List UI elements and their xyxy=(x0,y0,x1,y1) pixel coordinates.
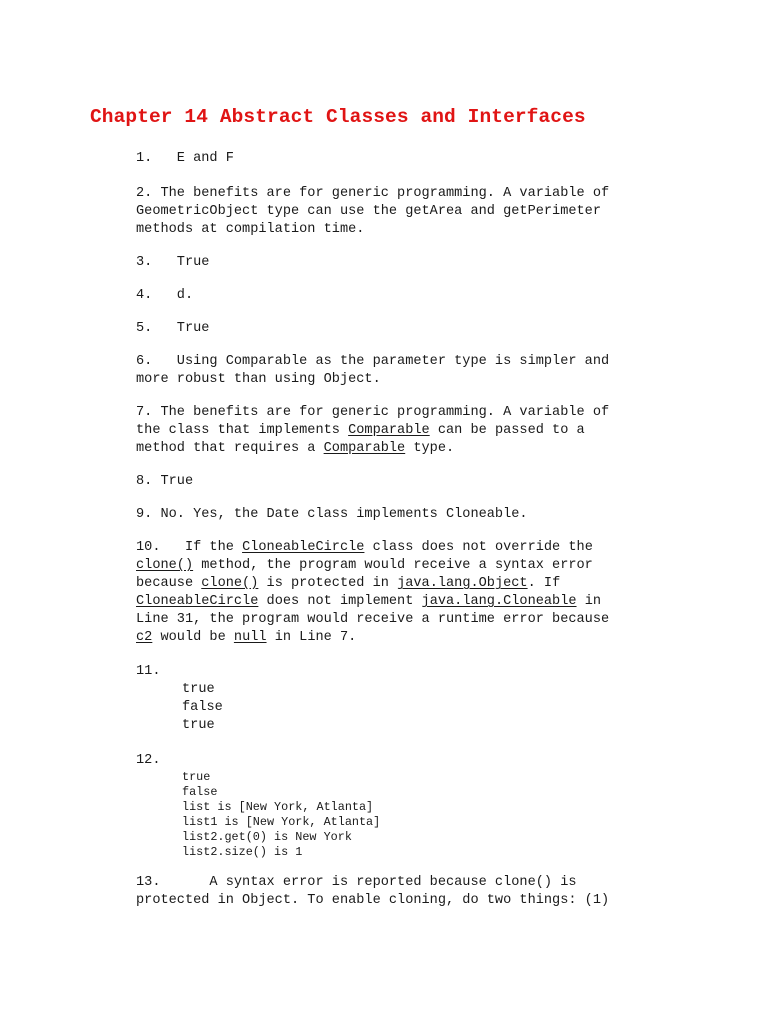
text-run: method, the program would receive a syntax error xyxy=(193,558,593,573)
text-run: does not implement xyxy=(258,594,422,609)
text-run: in xyxy=(576,594,602,609)
answer-13-line-2: protected in Object. To enable cloning, do two things: (1) xyxy=(136,893,610,908)
answer-3: 3. True xyxy=(136,255,210,270)
output-line: true xyxy=(182,770,211,784)
answer-9: 9. No. Yes, the Date class implements Cloneable. xyxy=(136,507,528,522)
answer-7-line-1: 7. The benefits are for generic programming. A variable of xyxy=(136,405,610,420)
underlined-term: clone() xyxy=(201,576,259,591)
underlined-term: null xyxy=(233,630,267,645)
answer-2-line-2: GeometricObject type can use the getArea and getPerimeter xyxy=(136,204,601,219)
answer-7-line-3 xyxy=(136,440,454,458)
underlined-term: CloneableCircle xyxy=(136,594,259,609)
answer-10-line-4 xyxy=(136,593,601,611)
answer-13-line-1: 13. A syntax error is reported because clone() is xyxy=(136,875,577,890)
text-run: is protected in xyxy=(258,576,398,591)
output-line: false xyxy=(182,700,223,715)
text-run: method that requires a xyxy=(136,441,324,456)
text-run: 10. If the xyxy=(136,540,243,555)
output-line: true xyxy=(182,718,215,733)
output-line: list1 is [New York, Atlanta] xyxy=(182,815,381,829)
output-line: list2.get(0) is New York xyxy=(182,830,352,844)
output-line: true xyxy=(182,682,215,697)
answer-7-line-2 xyxy=(136,422,585,440)
underlined-term: CloneableCircle xyxy=(242,540,365,555)
answer-10-line-5: Line 31, the program would receive a runtime error because xyxy=(136,612,610,627)
answer-6-line-1: 6. Using Comparable as the parameter type is simpler and xyxy=(136,354,610,369)
answer-8: 8. True xyxy=(136,474,194,489)
text-run: can be passed to a xyxy=(429,423,585,438)
text-run: in Line 7. xyxy=(266,630,357,645)
answer-10-line-6 xyxy=(136,629,356,647)
answer-10-line-2 xyxy=(136,557,593,575)
underlined-term: c2 xyxy=(136,630,153,645)
output-line: false xyxy=(182,785,218,799)
underlined-term: java.lang.Cloneable xyxy=(421,594,577,609)
answer-5: 5. True xyxy=(136,321,210,336)
answer-2-line-3: methods at compilation time. xyxy=(136,222,365,237)
output-line: list2.size() is 1 xyxy=(182,845,303,859)
text-run: type. xyxy=(405,441,455,456)
answer-1: 1. E and F xyxy=(136,151,234,166)
text-run: because xyxy=(136,576,202,591)
answer-4: 4. d. xyxy=(136,288,194,303)
answer-10-line-1 xyxy=(136,539,593,557)
output-line: list is [New York, Atlanta] xyxy=(182,800,374,814)
underlined-term: clone() xyxy=(136,558,194,573)
underlined-term: java.lang.Object xyxy=(397,576,528,591)
answer-2-line-1: 2. The benefits are for generic programming. A variable of xyxy=(136,186,610,201)
chapter-title: Chapter 14 Abstract Classes and Interfaces xyxy=(90,106,586,128)
underlined-term: Comparable xyxy=(348,423,430,438)
text-run: class does not override the xyxy=(364,540,593,555)
answer-10-line-3 xyxy=(136,575,560,593)
text-run: would be xyxy=(152,630,234,645)
answer-12-label: 12. xyxy=(136,753,161,768)
text-run: the class that implements xyxy=(136,423,349,438)
answer-11-label: 11. xyxy=(136,664,161,679)
text-run: . If xyxy=(527,576,561,591)
underlined-term: Comparable xyxy=(323,441,406,456)
answer-6-line-2: more robust than using Object. xyxy=(136,372,381,387)
